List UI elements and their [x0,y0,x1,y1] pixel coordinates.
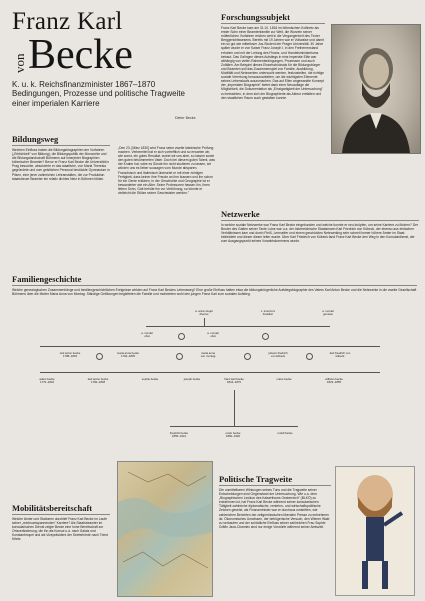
tree-node: karl anton becke 1782–1848 [87,377,109,385]
tree-node: franz karl becke 1816–1870 [224,377,244,385]
tree-node: carl anton becke 1788–1833 [59,351,81,359]
divider [12,514,110,515]
author-name: Dieter Becke [175,116,196,120]
tree-node: x. lorenzo/v brasilien [260,309,276,317]
family-tree [0,306,425,456]
title-von: von [12,53,27,73]
tree-node: a. monatl gemüse [322,309,334,317]
divider [12,285,417,286]
bildungsweg-text: Welchen Einfluss haben die Bildungsbiographien der Vorfahren („Erblichkeit" von Bildung), die Bildungspolitik der Monarchie und die Bildungslandschaft Böhmens auf innerjeder Biographien böhmischer Beamter? Bevor er Franz Karl Becke die Universität in Prag besuchte, absolvierte er das staatliche, von Maria Theresia gegründete und vom geistlichen Personal bestückte Gymnasium in Pilsen, eine jener zahlreichen Lehranstalten, die zur Produktion staatstreuer Beamter ein relativ dichtes Netz in Böhmen bilden. [12,148,110,181]
subtitle: K. u. k. Reichsfinanzminister 1867–1870 Bedingungen, Prozesse und politische Tragweite einer imperialen Karriere [12,80,185,108]
tree-node: joseph becke [183,377,201,381]
forschung-text: Franz Karl Becke kam am 31.10. 1816 im böhmischen Kollinetz als erster Sohn einer Beamtenfamilie zur Welt, die Wurzeln seiner mütterlichen Vorfahren reichen weit in die Vergangenheit des Tiroler Berggerichtswesens. Bereits mit 19 Jahren war er Vollwaise und damit ein so gut wie mittelloser Jus-Student der Prager Universität. 30 Jahre später wurde er von Kaiser Franz Joseph I. in den Freiherrenstand erhoben und mit der Leitung des Finanz- und Handelsministeriums betraut. Das Gelingen dieses Aufstiegs in eine imperiale Elite war abhängig von vielen Rahmenbedingungen, Prozessen und auch Zufällen. Am Beispiel dieses Einzelschicksals für die Bildungsbürger und Beamten soll das Zusammenspiel von Familie, Ausbildung, Mobilität und Netzwerken untersucht werden, festzustellen, die richtige soziale Vererbung herauszuarbeiten, um die wichtigsten Elemente seines Lebenslaufs auszumachen. Das auf Ellen angewandte Konzept der „imperialen Biographie" bietet dank einer Neuauflage die Möglichkeit, die Dokumentation als „Einzigartigkeit der Untersuchung" zu betrachten, in dem sich der Biographierte als Akteur entfalten und den staatlichen Raum auch gestalten konnte. [221,26,325,100]
divider [221,220,419,221]
divider [221,23,325,24]
heading-netzwerke: Netzwerke [221,209,260,219]
title-line-1: Franz Karl [12,8,123,35]
heading-mobilitaet: Mobilitätsbereitschaft [12,503,93,513]
mobilitaet-text: Welche Ämter und Stationen durchlief Franz Karl Becke im Laufe seiner „reichsumspannenden" Karriere? Als Staatsbeamter im konsularischen Dienst zeigte Becke eine hohe Bereitschaft zur Ortsveränderung; die ihn als Konsul u.a. nach Galatz und Konstantinopel und als Vizepräsident der Seebehörde nach Triest führte. [12,517,108,542]
tree-node: a. monatl obst [141,331,153,339]
heading-politik: Politische Tragweite [219,474,293,484]
quote-text: „Den 23. [März 1830] wird Franz seine zweite lateinische Prüfung machen. Verbereitet hat er sich vortrefflich und so erwarten wir, wie sonst, ein gutes Resultat, wobei wir uns aber, so lassen sowie den guten bekümmerten Vater. Doch bei diesem guten Talent, was der Knabe hat, wäre es Sünde ihn nicht studieren zu lassen, wir würden uns es lieber sousagen vom Munde absparen. Französisch und Italienisch übersetzt er mit einer richtigen Fertigkeit, dass keiner ihre Freude an ihm äussern und ihn schon für ein Genie erklären, in der Geschichte und Geographie ist er bewanderter wie ein Alter. Seine Professoren hassen ihn, ihren lieben Sohn, Gott behüte ihn vor Verführung, so könnte er vielleicht die Stütze seiner Geschwister werden." [118,146,215,196]
title-line-2: Becke [28,32,133,78]
heading-bildungsweg: Bildungsweg [12,134,59,144]
tree-node: adam becke 1770–1832 [39,377,55,385]
historic-map-image [117,461,213,597]
tree-node: maria anna von montag [200,351,216,359]
tree-node: wilhelm becke 1823–1855 [325,377,343,385]
tree-node: erwin becke 1860–1920 [225,431,241,439]
divider [12,145,110,146]
tree-node: a. monatl obst [207,331,219,339]
divider [219,485,331,486]
tree-node: sophie becke [141,377,159,381]
tree-node: a. anna ziegel diverse [195,309,213,317]
heading-forschungssubjekt: Forschungssubjekt [221,12,290,22]
portrait-image [331,24,421,154]
tree-node: karl friedrich von kübeck [329,351,351,359]
politik-text: Die unmittelbaren Wirkungen seines Tuns und die Tragweite seiner Entscheidungen sind Gegenstand der Untersuchung. Wie u.a. dem „Biographischen Lexikon des Kaiserthums Oesterreich" (BLKÖ) zu entnehmen ist, hat Franz Karl Becke während seiner konsularischen Tätigkeit zahlreiche diplomatische, verkehrs- und wirtschaftspolitische Zeichen gesetzt, als Finanzminister war er durchaus umstritten, wie zahlreichen Berichten der zeitgenössischen liberalen Presse zu entnehmen ist. Ökonomisches Umwissen, der betrügerische Versuch, den Wiener Wald zu verkaufen und der schädliche Einfluss seiner zahlreichen Frau Sophie Gräfin Jaxa-Chamiec sind nur einige Vorwürfe während seiner Amtszeit. [219,488,330,529]
netzwerke-text: In welche soziale Netzwerke war Franz Karl Becke eingebunden und welche konnte er neu knüpfen, um seine Karriere zu fördern? Der Bruder des Gatten seiner Tante Luise war u.a. der österreichische Staatsmann Karl Friedrich von Kübeck, der ebenso aus einfachen Verhältnissen kam und durch Fleiß, Lernseifer und einem geschickten Netzwerking sehr schnell immer höhere Ämter im Staat bekleidete und dieser dieser leiter wurde. Über Karl Friedrich von Kübeck fand Franz Karl Becke den Weg in den Konsulardienst, der zum Ausgangspunkt seines Vorwärtskommens wurde. [221,223,419,244]
tree-node: marie becke [276,377,292,381]
tree-node: friedrich becke 1855–1931 [169,431,189,439]
caricature-image [335,466,415,596]
tree-node: maria anna becke 1792–1835 [116,351,140,359]
tree-node: rudolf becke [277,431,293,435]
familie-text: Welche genealogischen Zusammenhänge und familiengeschichtlichen Ereignisse wirkten auf Franz Karl Beckes Lebensweg? Eine große Einfluss hatten etwa die bildungsbürgerliche Aufstiegsbiographie des Vaters Karl Anton Becke und die Netzwerke in die zweite Gesellschaft Böhmens über die Mutter Maria Anna von Montag. Ständige Gelöbungen begleiteten die Familie und motivierten wohl den jungen Franz Karl zum sozialen Aufstieg. [12,288,417,297]
tree-node: johann friedrich von kübeck [268,351,288,359]
heading-familiengeschichte: Familiengeschichte [12,274,82,284]
